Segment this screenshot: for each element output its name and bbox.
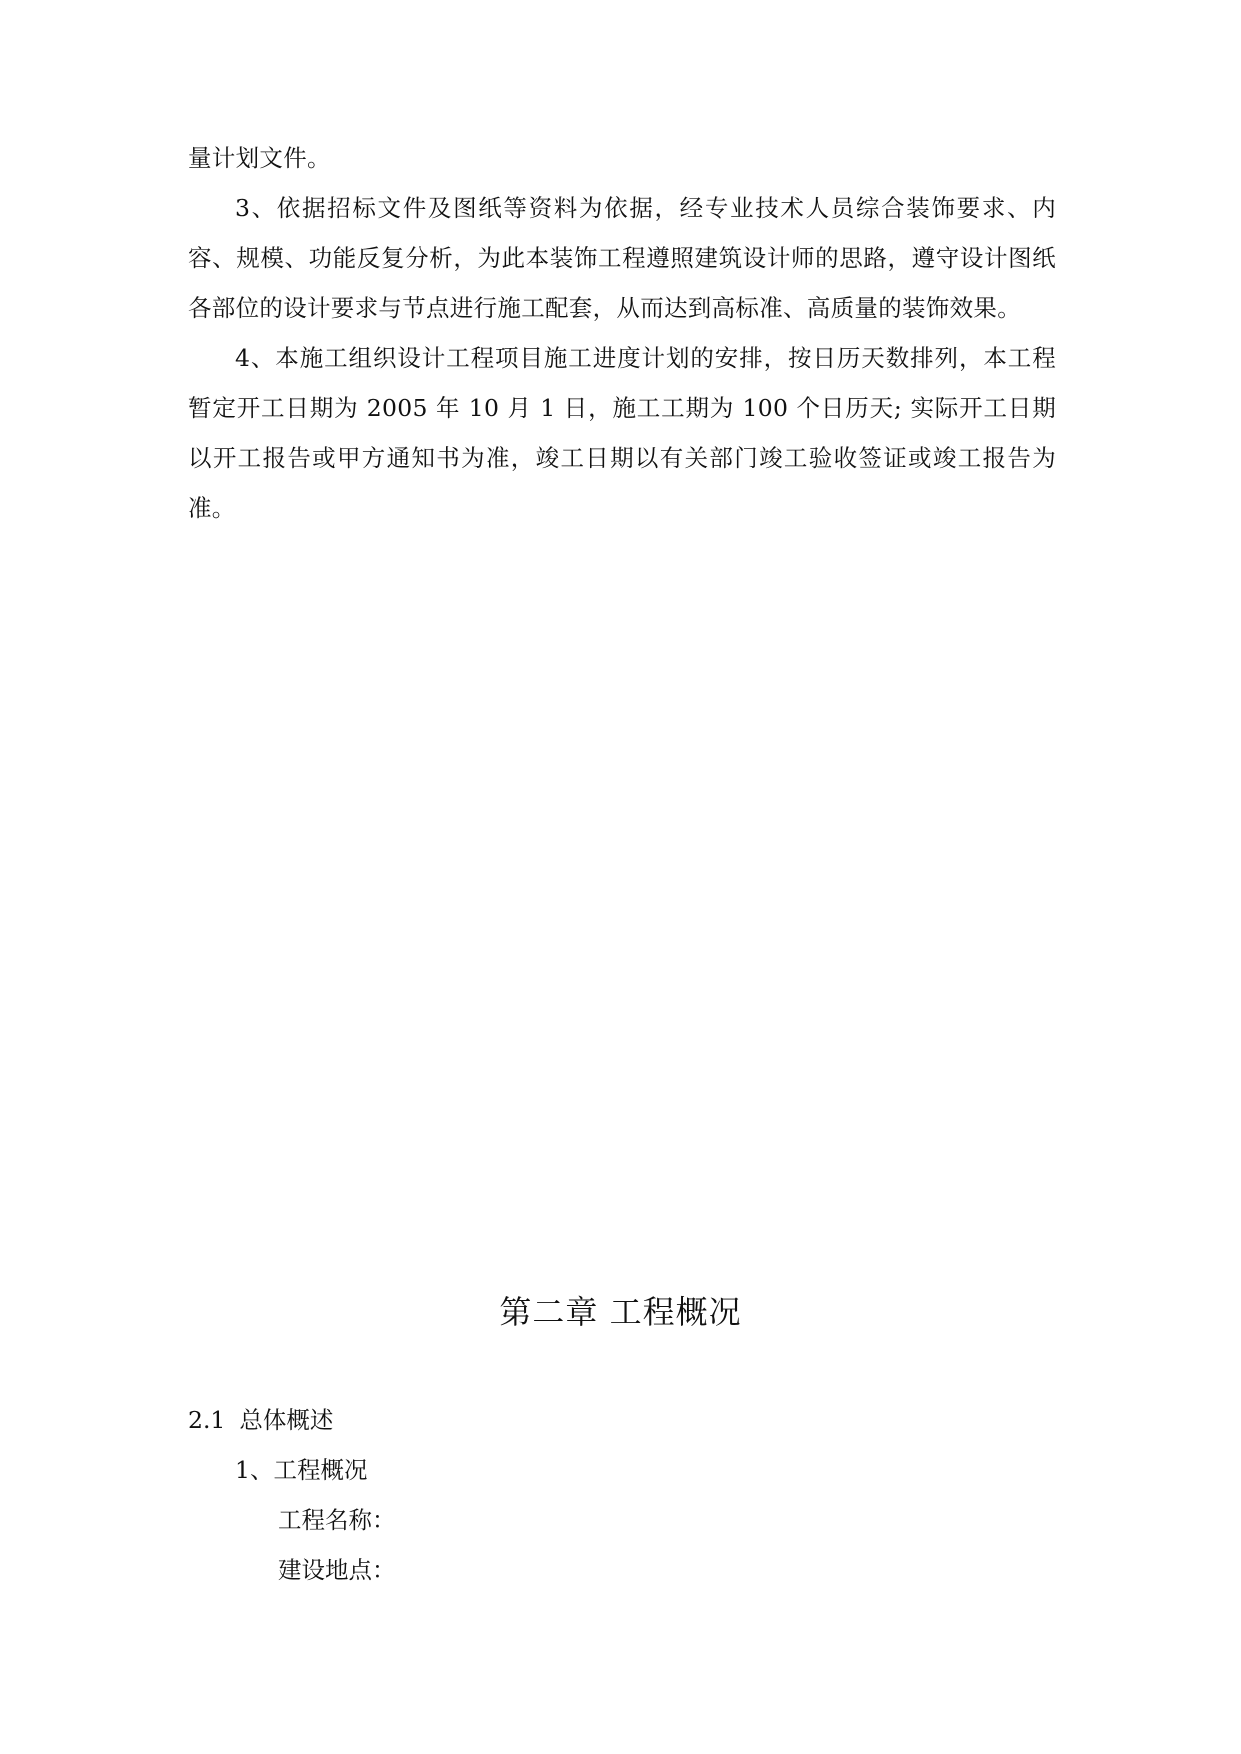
body-text xyxy=(188,133,1056,533)
section-title: 总体概述 xyxy=(239,1406,334,1434)
paragraph-item-4: 4、本施工组织设计工程项目施工进度计划的安排，按日历天数排列，本工程暂定开工日期为 2005 年 10 月 1 日，施工工期为 100 个日历天; 实际开工日期以开工报告或甲方通知书为准，竣工日期以有关部门竣工验收签证或竣工报告为准。 xyxy=(188,344,1056,522)
chapter-title: 第二章 工程概况 xyxy=(499,1293,742,1331)
field-project-name: 工程名称： xyxy=(278,1506,396,1534)
sub-item-project-overview: 1、工程概况 xyxy=(235,1456,368,1484)
paragraph-item-3: 3、依据招标文件及图纸等资料为依据，经专业技术人员综合装饰要求、内容、规模、功能反复分析，为此本装饰工程遵照建筑设计师的思路，遵守设计图纸各部位的设计要求与节点进行施工配套，从而达到高标准、高质量的装饰效果。 xyxy=(188,194,1056,322)
field-construction-site: 建设地点： xyxy=(278,1556,396,1584)
section-heading xyxy=(188,1395,1056,1445)
section-number: 2.1 xyxy=(188,1406,226,1434)
paragraph-continuation: 量计划文件。 xyxy=(188,144,331,172)
section-overview xyxy=(188,1395,1056,1595)
